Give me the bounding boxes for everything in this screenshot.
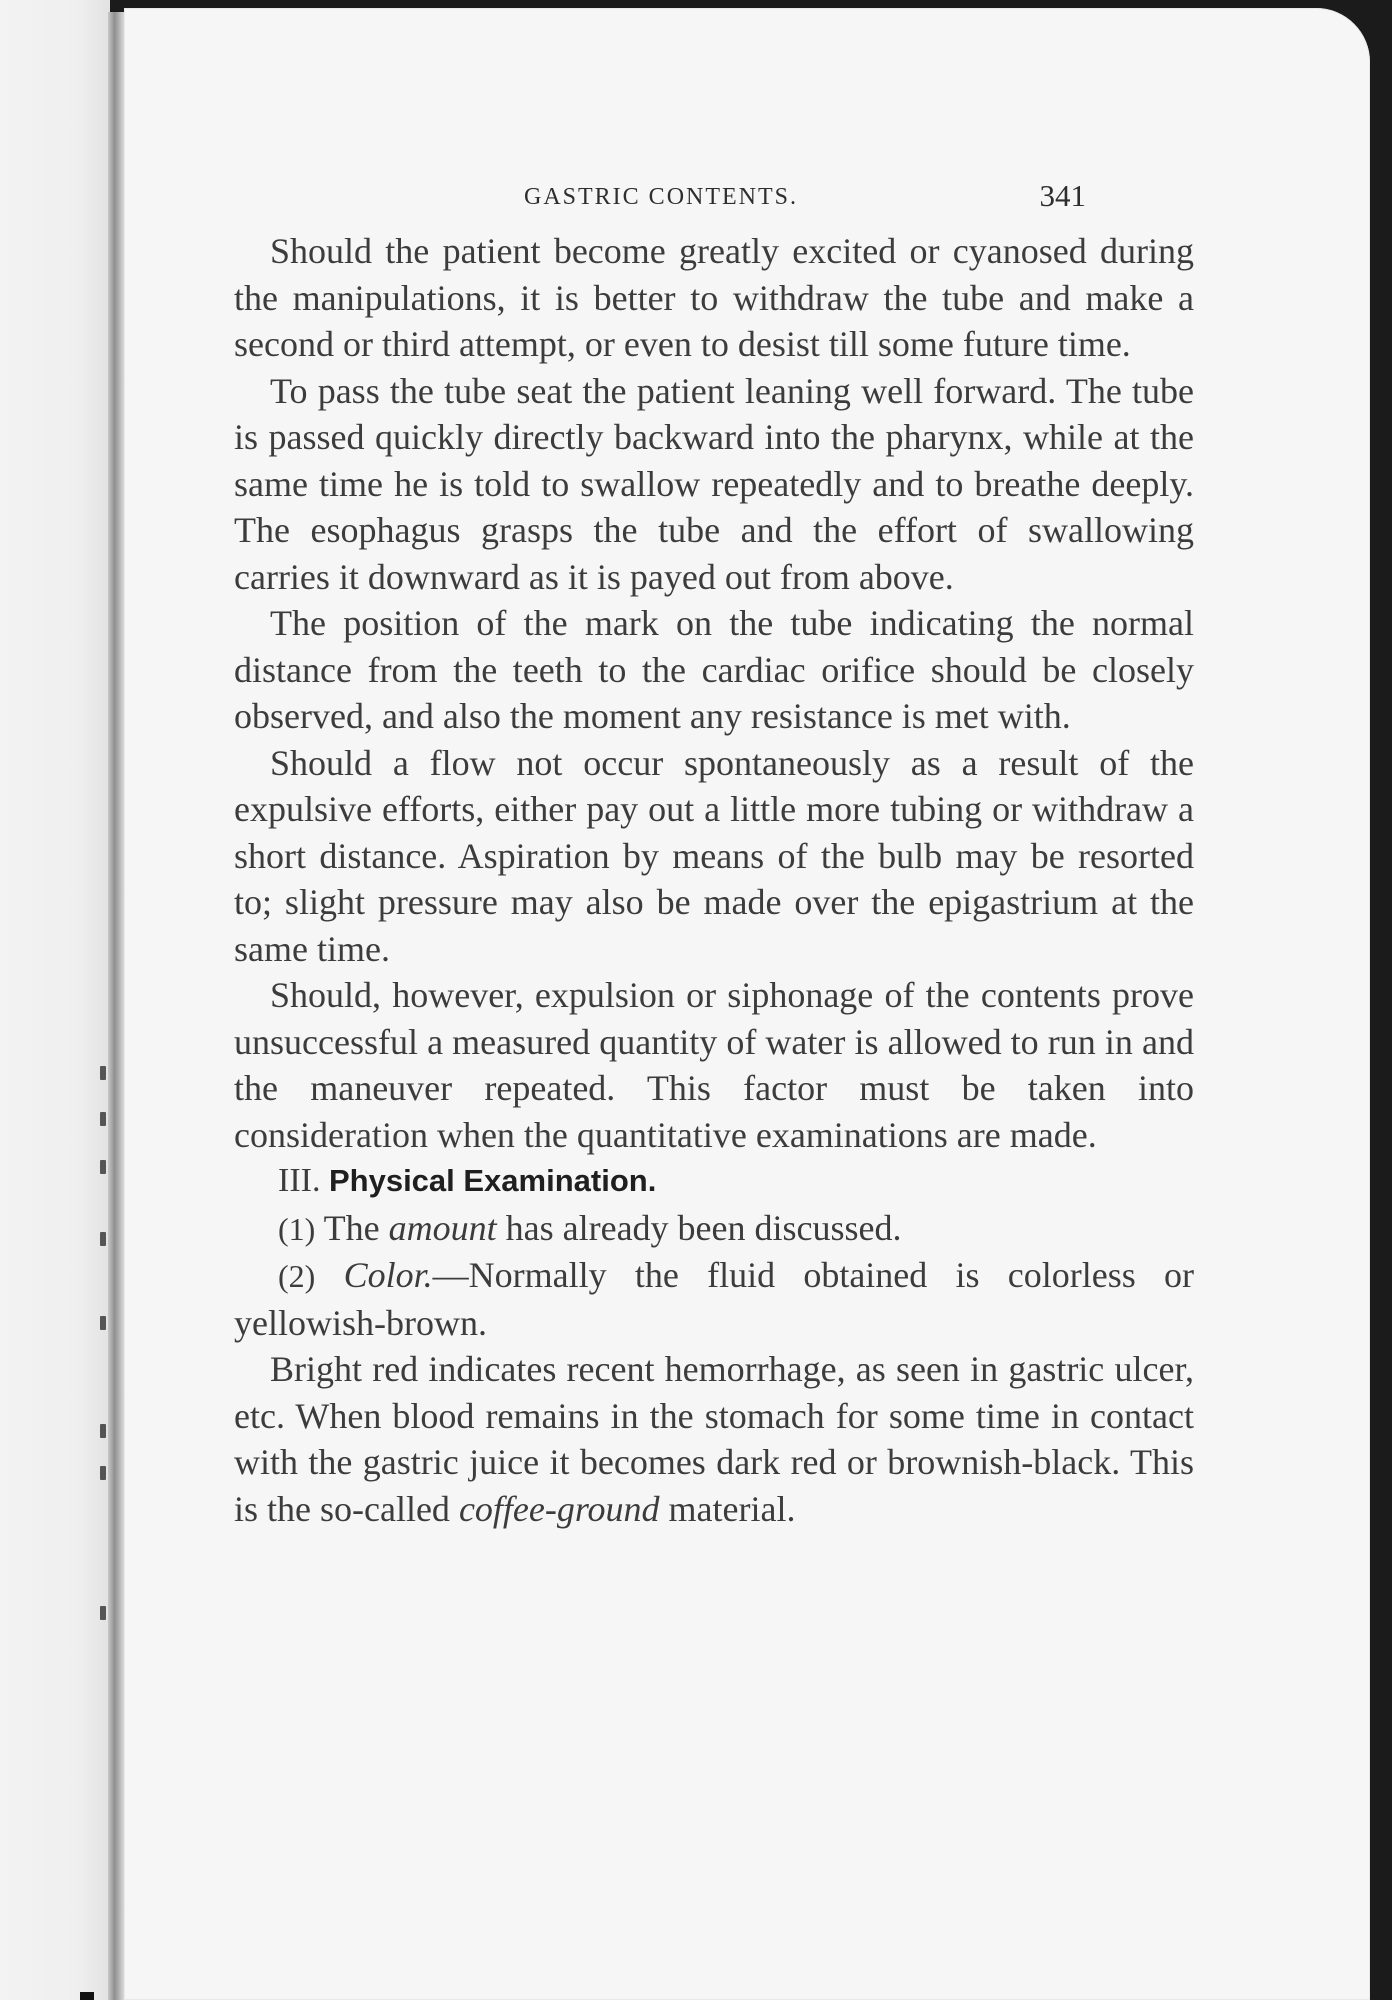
running-head-title: GASTRIC CONTENTS.	[524, 184, 799, 210]
paragraph: Should the patient become greatly excited or cyanosed during the manipulations, it is better to withdraw the tube and make a second or third attempt, or even to desist till some future time.	[234, 231, 1194, 364]
facing-page-fragment	[100, 1160, 106, 1174]
item-number: (2)	[278, 1258, 316, 1294]
section-title: Physical Examination.	[328, 1163, 657, 1198]
item-number: (1)	[278, 1210, 316, 1247]
paragraph-text: Bright red indicates recent hemorrhage, as seen in gastric ulcer, etc. When blood remains in the stomach for some time in contact with the gastric juice it becomes dark red or brownish-black. This is the so-called	[234, 1349, 1194, 1529]
facing-page-edge	[0, 0, 110, 2000]
section-number: III.	[278, 1162, 321, 1199]
facing-page-fragment	[100, 1606, 106, 1620]
facing-page-fragment	[100, 1112, 106, 1126]
running-head	[234, 168, 1194, 228]
paragraph: To pass the tube seat the patient leaning well forward. The tube is passed quickly directly backward into the pharynx, while at the same time he is told to swallow repeatedly and to breathe deeply. The esophagus grasps the tube and the effort of swallowing carries it downward as it is payed out from above.	[234, 370, 1194, 597]
paragraph: Should a flow not occur spontaneously as a result of the expulsive efforts, either pay out a little more tubing or withdraw a short distance. Aspiration by means of the bulb may be resorted to; slight pressure may also be made over the epigastrium at the same time.	[234, 742, 1194, 969]
paragraph-text: material.	[668, 1488, 796, 1529]
page-number: 341	[1039, 178, 1086, 213]
item-text: has already been discussed.	[505, 1207, 902, 1248]
facing-page-fragment	[100, 1232, 106, 1246]
item-term: amount	[388, 1207, 497, 1248]
facing-page-fragment	[100, 1316, 106, 1330]
facing-page-fragment	[100, 1424, 106, 1438]
book-page	[124, 8, 1370, 2000]
list-item	[234, 1205, 1194, 1253]
facing-page-fragment	[100, 1466, 106, 1480]
scan-artifact	[80, 1992, 94, 2000]
facing-page-fragment	[100, 1066, 106, 1080]
paragraph-term: coffee-ground	[458, 1488, 660, 1529]
paragraph	[234, 1346, 1194, 1532]
paragraph: Should, however, expulsion or siphonage of the contents prove unsuccessful a measured quantity of water is allowed to run in and the maneuver repeated. This factor must be taken into consideration when the quantitative examinations are made.	[234, 975, 1194, 1155]
item-text: —Normally the fluid obtained is colorless or yellowish-brown.	[234, 1255, 1195, 1343]
list-item	[234, 1252, 1194, 1346]
item-term: Color.	[343, 1255, 433, 1295]
paragraph: The position of the mark on the tube indicating the normal distance from the teeth to the cardiac orifice should be closely observed, and also the moment any resistance is met with.	[234, 603, 1194, 736]
section-heading	[234, 1158, 1194, 1205]
page-body	[234, 168, 1194, 1532]
item-text: The	[323, 1207, 380, 1248]
